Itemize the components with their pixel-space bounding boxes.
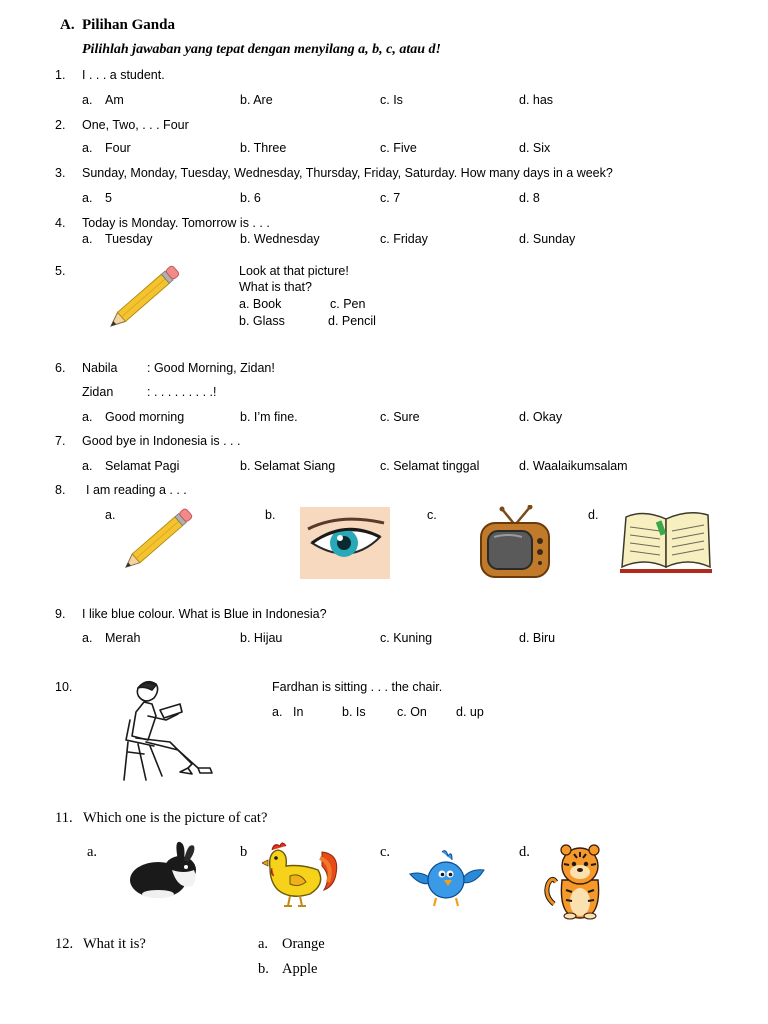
option-d: d. Waalaikumsalam bbox=[519, 459, 628, 473]
option-d-letter: d. bbox=[588, 508, 599, 522]
option-a-letter: a. bbox=[272, 705, 283, 719]
option-b: Apple bbox=[282, 961, 318, 977]
option-c-letter: c. bbox=[380, 844, 391, 860]
option-a-letter: a. bbox=[258, 936, 269, 952]
question-text: Which one is the picture of cat? bbox=[83, 810, 268, 826]
pencil-icon bbox=[120, 504, 196, 572]
rooster-icon bbox=[262, 840, 340, 910]
question-number: 4. bbox=[55, 216, 66, 230]
option-a-letter: a. bbox=[82, 459, 93, 473]
option-b: b. Is bbox=[342, 705, 366, 719]
option-c: c. Kuning bbox=[380, 631, 433, 645]
rabbit-icon bbox=[128, 840, 202, 900]
question-text: Today is Monday. Tomorrow is . . . bbox=[82, 216, 270, 230]
television-icon bbox=[478, 505, 553, 583]
question-text: Good bye in Indonesia is . . . bbox=[82, 434, 241, 448]
option-b: b. Three bbox=[240, 141, 287, 155]
question-text: What is that? bbox=[239, 280, 312, 294]
option-a: Merah bbox=[105, 631, 141, 645]
bird-icon bbox=[406, 848, 488, 910]
option-c: c. On bbox=[397, 705, 427, 719]
section-instruction: Pilihlah jawaban yang tepat dengan menyilang a, b, c, atau d! bbox=[82, 42, 441, 57]
book-icon bbox=[618, 505, 714, 575]
option-a-letter: a. bbox=[82, 93, 93, 107]
option-d: d. up bbox=[456, 705, 484, 719]
option-b: b. Wednesday bbox=[240, 232, 320, 246]
speaker-name: Nabila bbox=[82, 361, 118, 375]
pencil-icon bbox=[105, 262, 183, 330]
option-c: c. 7 bbox=[380, 191, 401, 205]
option-b: b. Are bbox=[240, 93, 273, 107]
question-text: What it is? bbox=[83, 936, 146, 952]
dialogue-line: : . . . . . . . . .! bbox=[147, 385, 217, 399]
option-a-letter: a. bbox=[82, 410, 93, 424]
section-letter: A. bbox=[60, 17, 75, 33]
section-title: Pilihan Ganda bbox=[82, 17, 175, 33]
option-b-letter: b. bbox=[258, 961, 269, 977]
option-c-letter: c. bbox=[427, 508, 437, 522]
option-a: a. Book bbox=[239, 297, 282, 311]
question-text: I am reading a . . . bbox=[86, 483, 187, 497]
option-b-letter: b bbox=[240, 844, 248, 860]
question-number: 7. bbox=[55, 434, 66, 448]
question-number: 8. bbox=[55, 483, 66, 497]
question-text: Sunday, Monday, Tuesday, Wednesday, Thursday, Friday, Saturday. How many days in a week? bbox=[82, 166, 613, 180]
option-a: In bbox=[293, 705, 304, 719]
eye-icon bbox=[300, 507, 390, 579]
question-number: 5. bbox=[55, 264, 66, 278]
option-c: c. Friday bbox=[380, 232, 428, 246]
option-b: b. Selamat Siang bbox=[240, 459, 336, 473]
option-d: d. Sunday bbox=[519, 232, 576, 246]
question-text: Look at that picture! bbox=[239, 264, 349, 278]
option-a-letter: a. bbox=[82, 141, 93, 155]
question-number: 2. bbox=[55, 118, 66, 132]
question-text: Fardhan is sitting . . . the chair. bbox=[272, 680, 443, 694]
dialogue-line: : Good Morning, Zidan! bbox=[147, 361, 275, 375]
option-a: 5 bbox=[105, 191, 112, 205]
question-text: One, Two, . . . Four bbox=[82, 118, 189, 132]
question-number: 9. bbox=[55, 607, 66, 621]
option-a-letter: a. bbox=[87, 844, 98, 860]
question-number: 1. bbox=[55, 68, 66, 82]
option-b: b. Glass bbox=[239, 314, 285, 328]
option-a-letter: a. bbox=[105, 508, 116, 522]
question-number: 3. bbox=[55, 166, 66, 180]
boy-sitting-on-chair-icon bbox=[118, 676, 218, 786]
question-number: 12. bbox=[55, 936, 74, 952]
option-b-letter: b. bbox=[265, 508, 276, 522]
tiger-icon bbox=[544, 844, 614, 922]
option-a-letter: a. bbox=[82, 232, 93, 246]
option-c: c. Is bbox=[380, 93, 403, 107]
question-text: I . . . a student. bbox=[82, 68, 165, 82]
option-c: c. Selamat tinggal bbox=[380, 459, 480, 473]
option-d: d. Pencil bbox=[328, 314, 376, 328]
option-a: Selamat Pagi bbox=[105, 459, 180, 473]
option-b: b. I’m fine. bbox=[240, 410, 298, 424]
option-b: b. Hijau bbox=[240, 631, 283, 645]
option-d: d. has bbox=[519, 93, 554, 107]
option-a-letter: a. bbox=[82, 631, 93, 645]
option-d: d. Biru bbox=[519, 631, 556, 645]
question-number: 11. bbox=[55, 810, 73, 826]
question-text: I like blue colour. What is Blue in Indonesia? bbox=[82, 607, 327, 621]
option-c: c. Sure bbox=[380, 410, 420, 424]
speaker-name: Zidan bbox=[82, 385, 114, 399]
option-b: b. 6 bbox=[240, 191, 261, 205]
question-number: 10. bbox=[55, 680, 73, 694]
option-a-letter: a. bbox=[82, 191, 93, 205]
option-c: c. Pen bbox=[330, 297, 366, 311]
option-d-letter: d. bbox=[519, 844, 530, 860]
option-a: Four bbox=[105, 141, 131, 155]
option-a: Tuesday bbox=[105, 232, 153, 246]
option-a: Good morning bbox=[105, 410, 185, 424]
option-d: d. 8 bbox=[519, 191, 540, 205]
option-a: Am bbox=[105, 93, 124, 107]
question-number: 6. bbox=[55, 361, 66, 375]
option-a: Orange bbox=[282, 936, 325, 952]
option-d: d. Okay bbox=[519, 410, 563, 424]
option-c: c. Five bbox=[380, 141, 417, 155]
option-d: d. Six bbox=[519, 141, 551, 155]
